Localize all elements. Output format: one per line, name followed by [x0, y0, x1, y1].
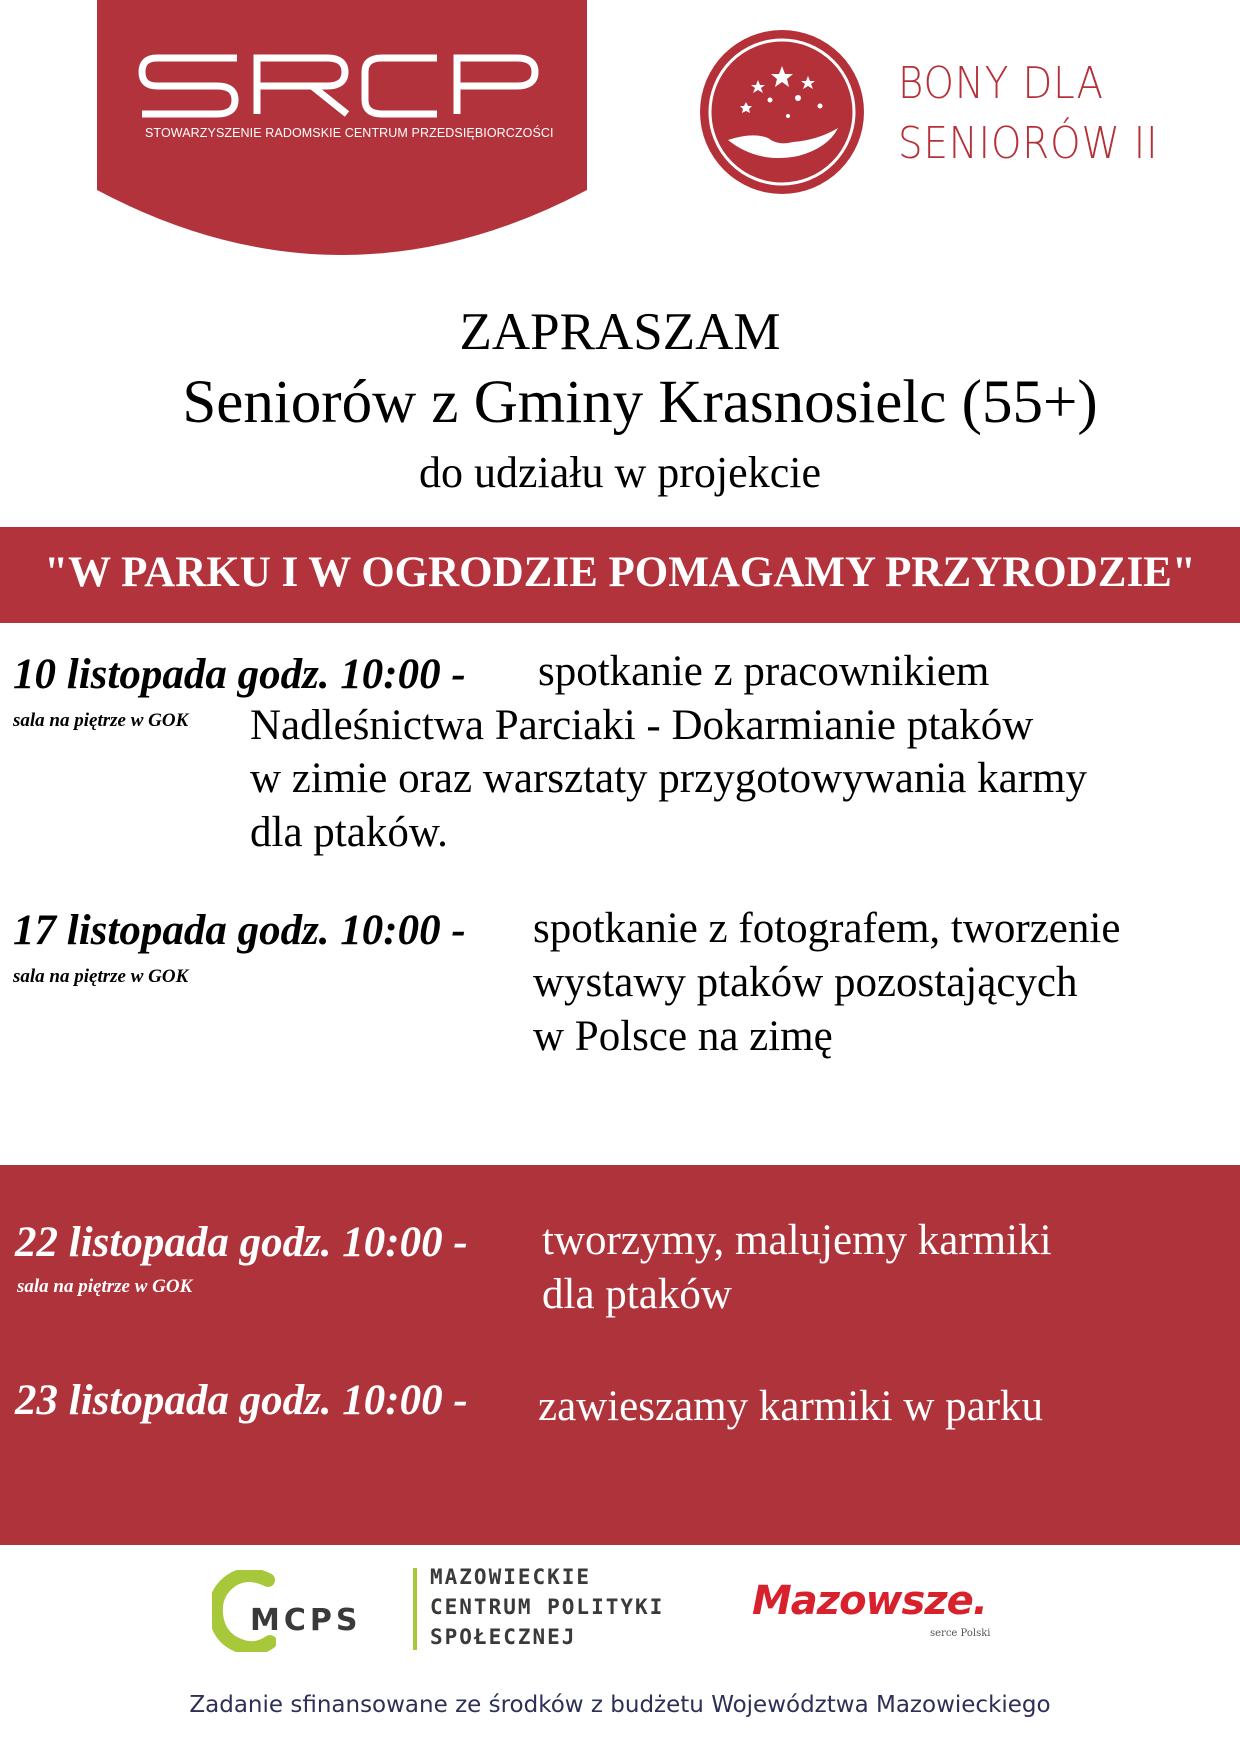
bony-title-line2: SENIORÓW II	[898, 118, 1159, 169]
project-title: "W PARKU I W OGRODZIE POMAGAMY PRZYRODZIE"	[44, 549, 1196, 596]
srcp-subtitle: STOWARZYSZENIE RADOMSKIE CENTRUM PRZEDSIĘBIORCZOŚCI	[145, 126, 554, 140]
event-description-line: Nadleśnictwa Parciaki - Dokarmianie ptaków	[250, 702, 1034, 749]
event-description-line: w zimie oraz warsztaty przygotowywania karmy	[250, 755, 1087, 802]
invitation-heading: ZAPRASZAM	[459, 303, 781, 361]
event-date: 23 listopada godz. 10:00 -	[15, 1377, 468, 1424]
funding-note: Zadanie sfinansowane ze środków z budżetu Województwa Mazowieckiego	[189, 1692, 1051, 1718]
bony-title-line1: BONY DLA	[898, 58, 1104, 109]
event-description-line: tworzymy, malujemy karmiki	[542, 1217, 1052, 1264]
event-venue: sala na piętrze w GOK	[13, 710, 189, 731]
event-date: 22 listopada godz. 10:00 -	[15, 1219, 468, 1266]
invitation-audience: Seniorów z Gminy Krasnosielc (55+)	[182, 369, 1098, 436]
divider	[413, 1568, 417, 1650]
event-description-line: spotkanie z fotografem, tworzenie	[533, 905, 1121, 952]
event-description-line: zawieszamy karmiki w parku	[538, 1383, 1044, 1430]
invitation-subline: do udziału w projekcie	[419, 448, 821, 497]
event-venue: sala na piętrze w GOK	[13, 966, 189, 987]
org-name-line: MAZOWIECKIE	[430, 1565, 592, 1589]
event-date: 10 listopada godz. 10:00 -	[13, 651, 466, 698]
mazowsze-logo: Mazowsze.	[752, 1578, 987, 1624]
event-description-line: w Polsce na zimę	[533, 1013, 833, 1060]
bony-dla-seniorow-logo	[698, 28, 866, 196]
event-description-line: dla ptaków	[542, 1271, 732, 1318]
mcps-organization-name	[430, 1562, 664, 1652]
event-description-line: wystawy ptaków pozostających	[533, 959, 1078, 1006]
mazowsze-tagline: serce Polski	[930, 1628, 991, 1639]
event-venue: sala na piętrze w GOK	[17, 1276, 193, 1297]
org-name-line: CENTRUM POLITYKI	[430, 1595, 665, 1619]
mcps-wordmark: MCPS	[250, 1603, 362, 1638]
event-date: 17 listopada godz. 10:00 -	[13, 907, 466, 954]
event-description-line: dla ptaków.	[250, 809, 448, 856]
org-name-line: SPOŁECZNEJ	[430, 1625, 577, 1649]
event-description-line: spotkanie z pracownikiem	[538, 648, 990, 695]
